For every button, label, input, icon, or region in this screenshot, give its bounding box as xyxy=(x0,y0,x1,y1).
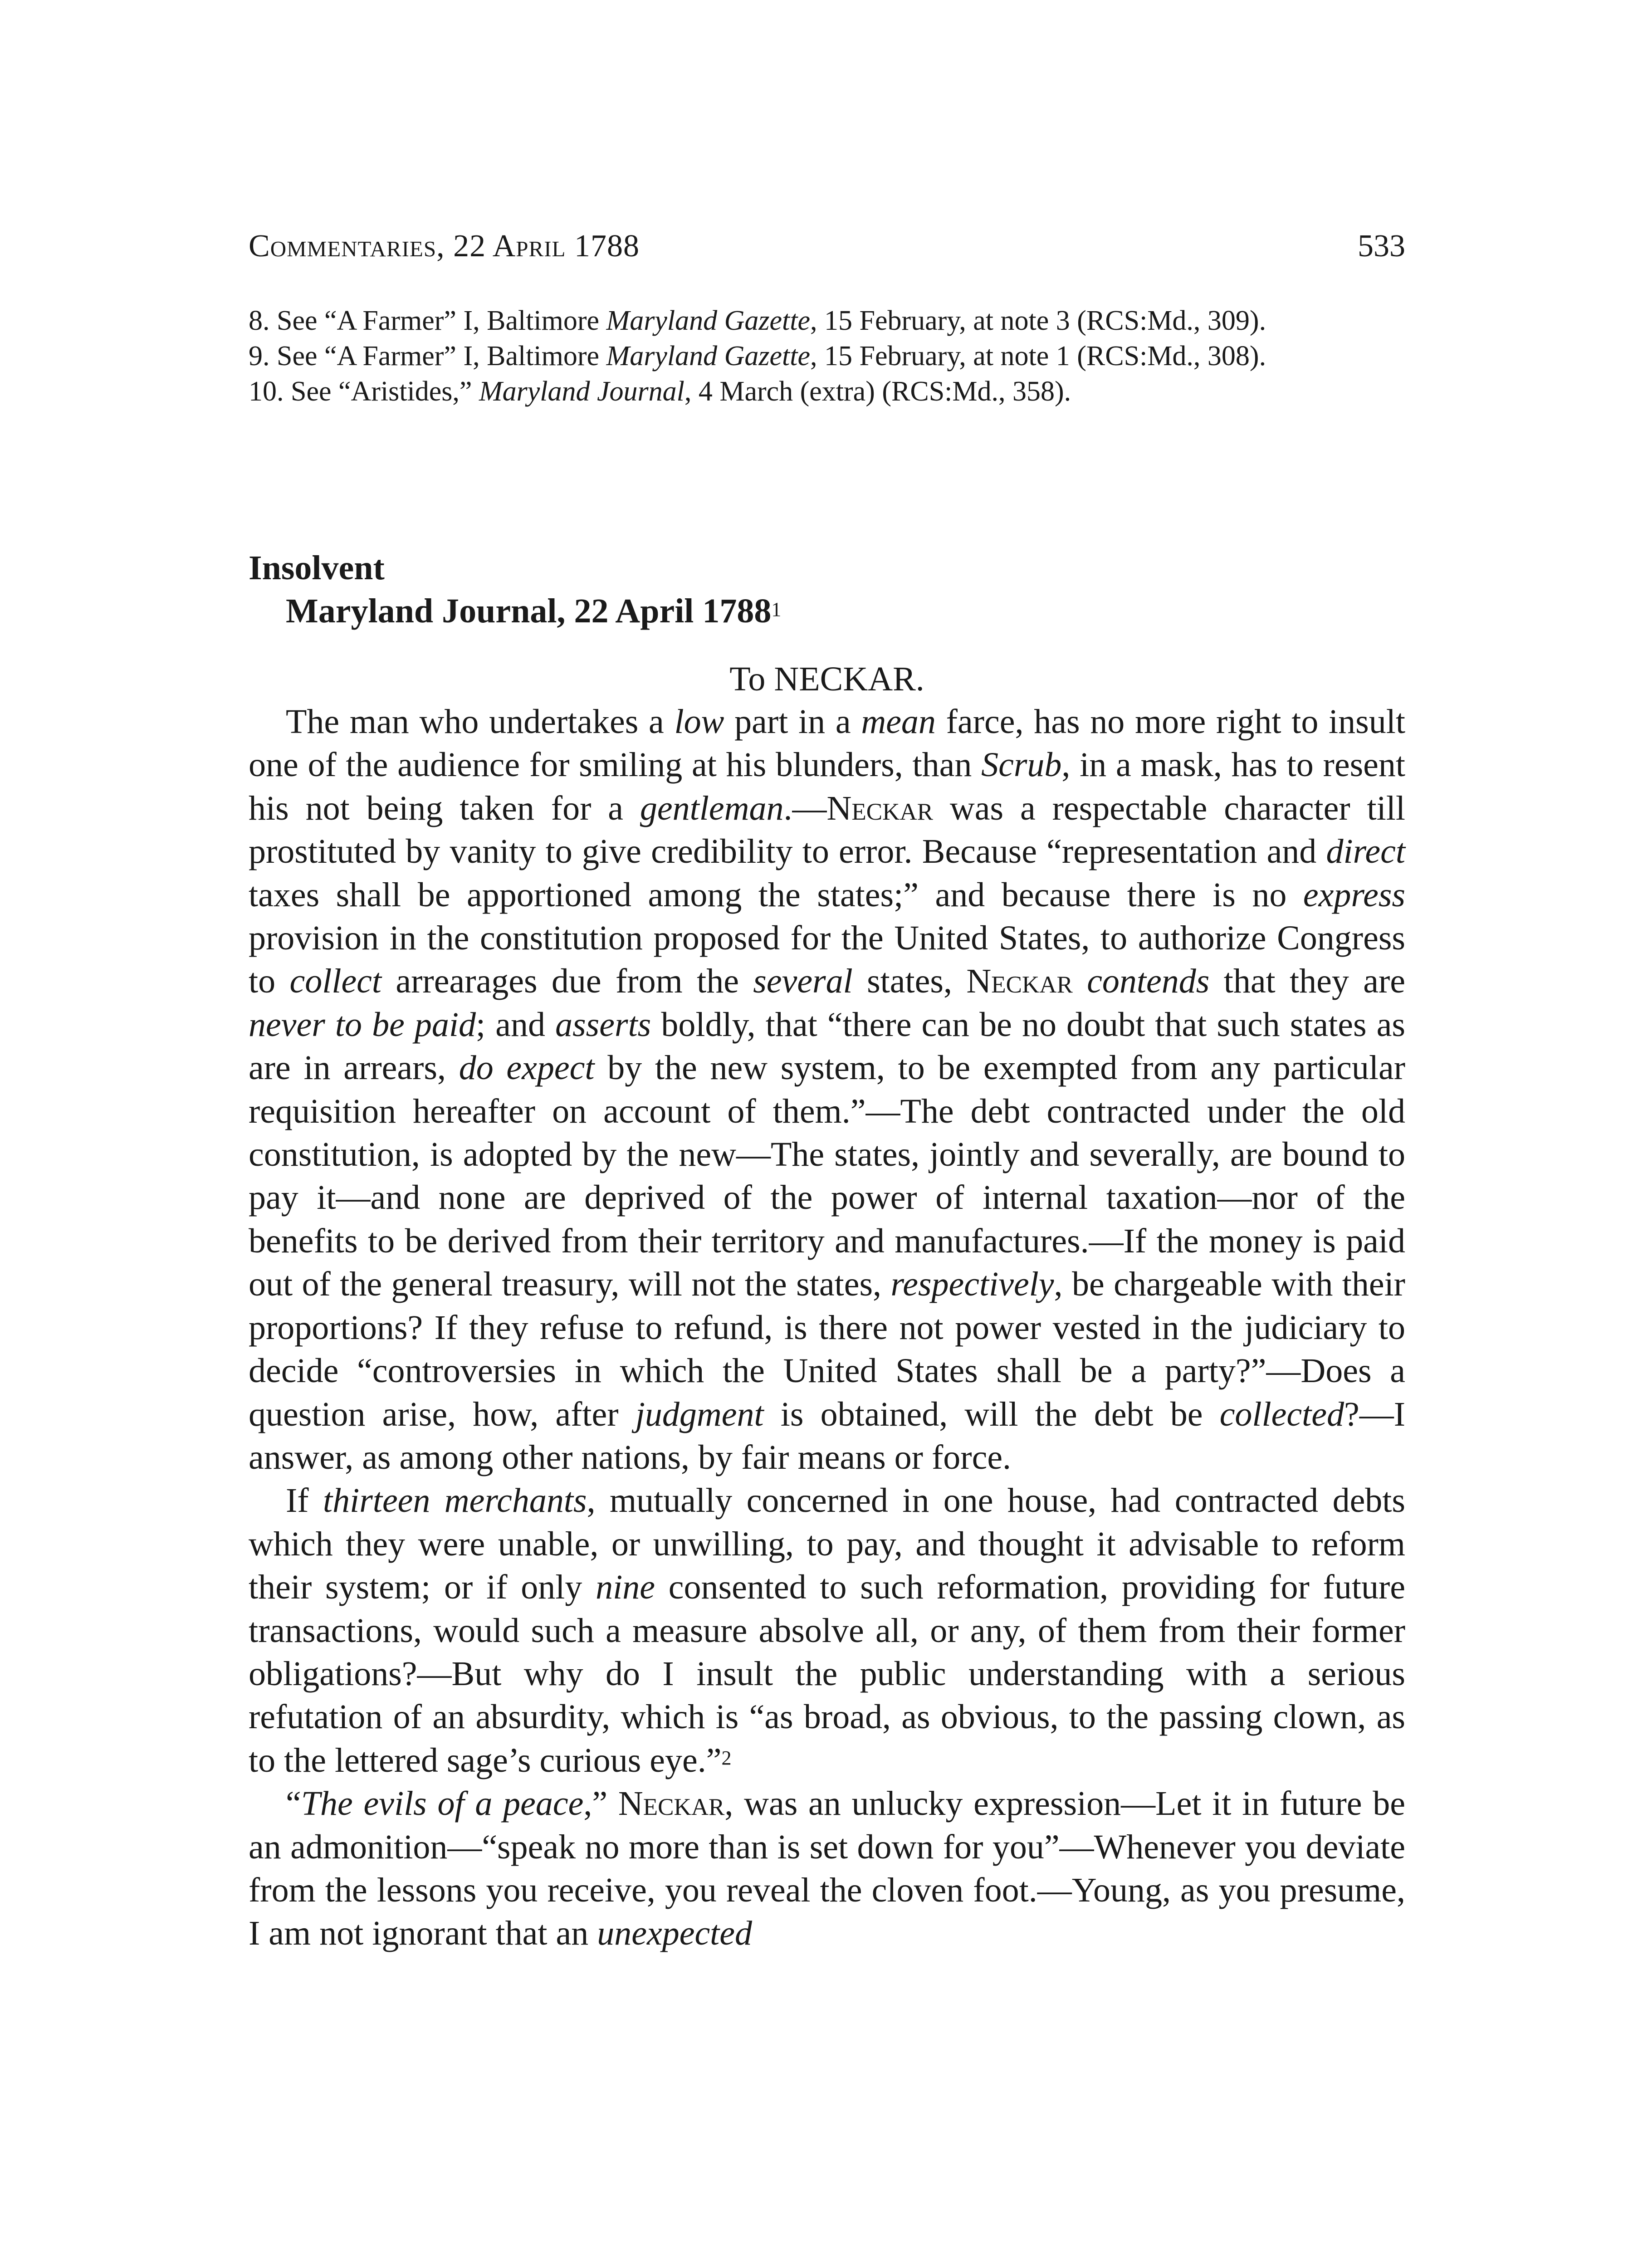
footnote-8: 8. See “A Farmer” I, Baltimore Maryland Gazette, 15 February, at note 3 (RCS:Md., 309). xyxy=(249,305,1266,336)
running-head-title: Commentaries, 22 April 1788 xyxy=(249,229,640,264)
source-line xyxy=(249,590,1405,633)
document-heading xyxy=(249,547,1405,633)
paragraph-1: The man who undertakes a low part in a mean farce, has no more right to insult one of the audience for smiling at his blunders, than Scrub, in a mask, has to resent his not being taken for a gentleman.—Neckar was a respectable character till prostituted by vanity to give credibility to error. Because “representation and direct taxes shall be apportioned among the states;” and because there is no express provision in the constitution proposed for the United States, to authorize Congress to collect arrearages due from the several states, Neckar contends that they are never to be paid; and asserts boldly, that “there can be no doubt that such states as are in arrears, do expect by the new system, to be exempted from any particular requisition hereafter on account of them.”—The debt contracted under the old constitution, is adopted by the new—The states, jointly and severally, are bound to pay it—and none are deprived of the power of internal taxation—nor of the benefits to be derived from their territory and manufactures.—If the money is paid out of the general treasury, will not the states, respectively, be chargeable with their proportions? If they refuse to refund, is there not power vested in the judiciary to decide “controversies in which the United States shall be a party?”—Does a question arise, how, after judgment is obtained, will the debt be collected?—I answer, as among other nations, by fair means or force. xyxy=(249,703,1406,1476)
paragraph-2: If thirteen merchants, mutually concerned in one house, had contracted debts which they were unable, or unwilling, to pay, and thought it advisable to reform their system; or if only nine consented to such reformation, providing for future transactions, would such a measure absolve all, or any, of them from their former obligations?—But why do I insult the public understanding with a serious refutation of an absurdity, which is “as broad, as obvious, to the passing clown, as to the lettered sage’s curious eye.”$^2$ xyxy=(249,1481,1405,1779)
footnote-9: 9. See “A Farmer” I, Baltimore Maryland Gazette, 15 February, at note 1 (RCS:Md., 308). xyxy=(249,341,1266,371)
salutation-name: NECKAR. xyxy=(774,660,924,698)
salutation xyxy=(249,658,1405,701)
salutation-prefix: To xyxy=(729,660,766,698)
footnote-mark: 1 xyxy=(771,598,782,621)
running-head xyxy=(249,221,1405,271)
footnotes xyxy=(249,303,1405,409)
source-title: Maryland Journal, 22 April 1788 xyxy=(286,592,772,630)
paragraph-3: “The evils of a peace,” Neckar, was an unlucky expression—Let it in future be an admonition—“speak no more than is set down for you”—Whenever you deviate from the lessons you receive, you reveal the cloven foot.—Young, as you presume, I am not ignorant that an unexpected xyxy=(249,1784,1405,1953)
author-pseudonym: Insolvent xyxy=(249,549,385,587)
footnote-10: 10. See “Aristides,” Maryland Journal, 4 March (extra) (RCS:Md., 358). xyxy=(249,376,1071,407)
body-text xyxy=(249,700,1405,1955)
page-number: 533 xyxy=(1358,229,1405,264)
